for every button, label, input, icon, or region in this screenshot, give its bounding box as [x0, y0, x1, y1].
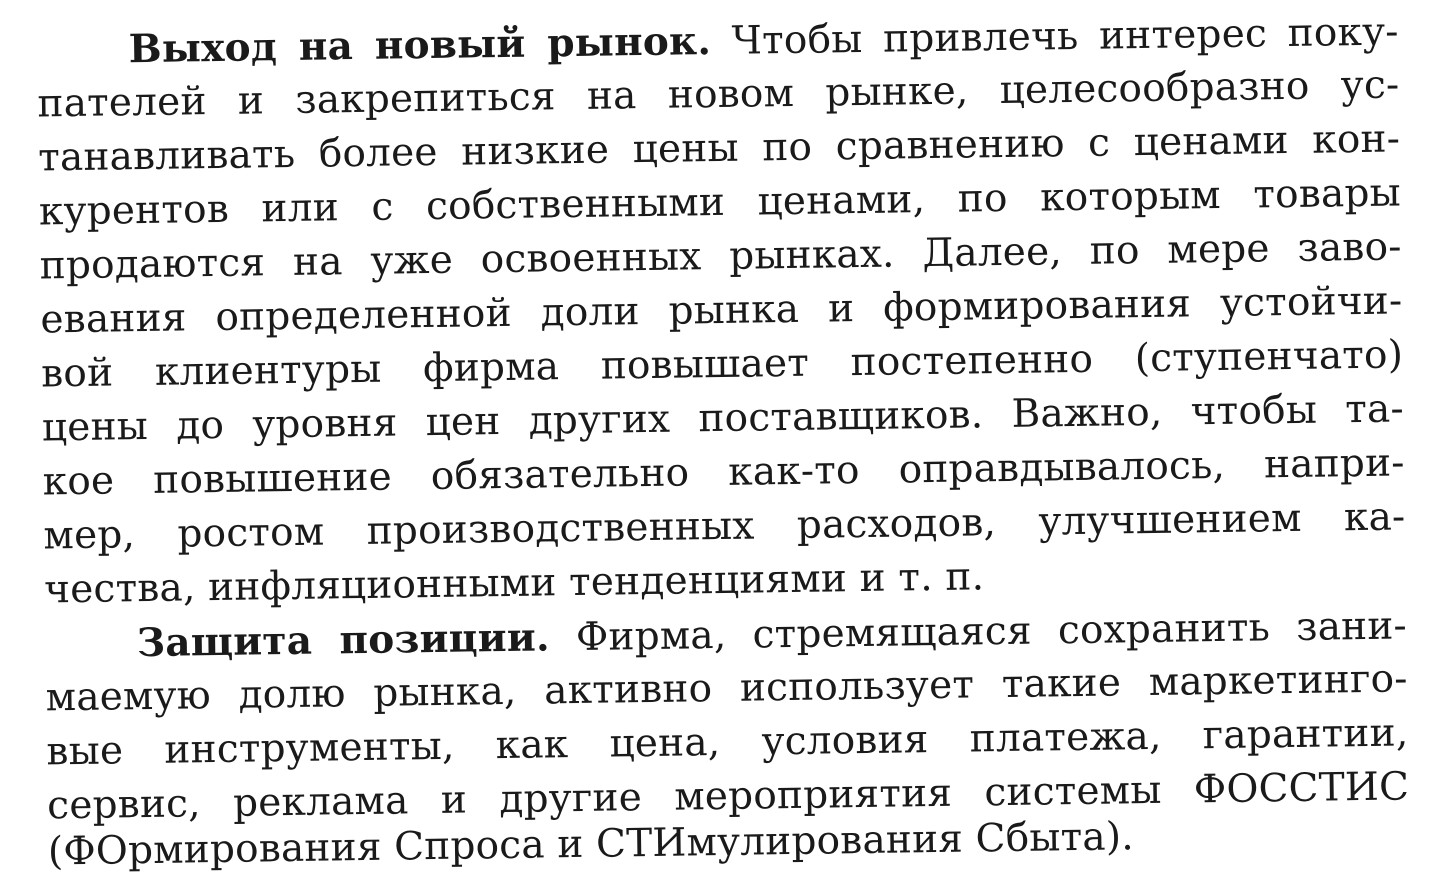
paragraph-2-text: Фирма, стремящаяся сохранить зани-	[549, 603, 1408, 661]
paragraph-2-line-5: (ФОрмирования Спроса и СТИмулирования Сбыта).	[47, 814, 1135, 875]
paragraph-1-heading: Выход на новый рынок.	[128, 18, 712, 73]
paragraph-1-line-8: цены до уровня цен других поставщиков. Важно, чтобы та-	[41, 386, 1405, 451]
paragraph-1-line-7: вой клиентуры фирма повышает постепенно (ступенчато)	[40, 332, 1404, 397]
paragraph-1-line-11: чества, инфляционными тенденциями и т. п.	[43, 554, 985, 613]
paragraph-1-line-4: курентов или с собственными ценами, по которым товары	[38, 170, 1402, 235]
paragraph-2-heading: Защита позиции.	[136, 614, 551, 667]
paragraph-2-line-2: маемую долю рынка, активно использует такие маркетинго-	[45, 656, 1408, 721]
paragraph-1-line-9: кое повышение обязательно как-то оправдывалось, напри-	[42, 440, 1405, 505]
paragraph-1-line-10: мер, ростом производственных расходов, улучшением ка-	[43, 494, 1406, 559]
paragraph-1-text: Чтобы привлечь интерес поку-	[710, 9, 1399, 65]
paragraph-1-line-2: пателей и закрепиться на новом рынке, целесообразно ус-	[37, 62, 1400, 127]
paragraph-2-line-3: вые инструменты, как цена, условия платежа, гарантии,	[46, 710, 1409, 775]
paragraph-1-line-6: евания определенной доли рынка и формирования устойчи-	[40, 278, 1403, 343]
paragraph-2-line-4: сервис, реклама и другие мероприятия системы ФОССТИС	[46, 764, 1410, 829]
paragraph-1-line-3: танавливать более низкие цены по сравнению с ценами кон-	[37, 116, 1401, 181]
paragraph-1-line-5: продаются на уже освоенных рынках. Далее, по мере заво-	[39, 224, 1402, 289]
